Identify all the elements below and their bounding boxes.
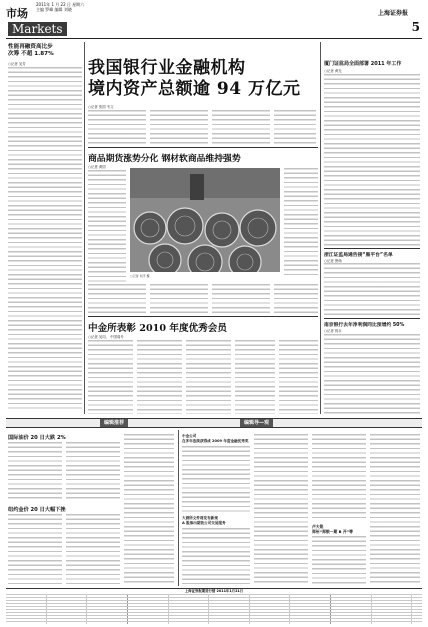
lead-body-col4	[274, 110, 316, 144]
right-lower-body	[324, 334, 420, 414]
center-lower-title: 中金所表彰 2010 年度优秀会员	[88, 323, 227, 334]
futures-quote-table	[6, 588, 422, 624]
left-article-title	[8, 44, 78, 58]
issue-date	[36, 2, 116, 12]
bottom-tab-guide: 编辑导—观	[240, 419, 273, 427]
section-rule	[88, 147, 318, 148]
bottom-mid-title-2-line1: 大商所文件将发布新规	[182, 516, 218, 520]
section-rule	[324, 318, 420, 319]
bottom-right-title-line2: 郑州“郑银一期 B 开”等	[312, 529, 353, 534]
center-lower-body-col2	[137, 340, 182, 414]
bottom-right-title-line1: 卢大铭	[312, 524, 324, 529]
header-rule	[6, 38, 422, 39]
bottom-section-band	[6, 418, 422, 428]
bottom-mid-body-1	[182, 446, 250, 512]
feature-body-col3	[150, 284, 208, 314]
right-lower-title: 南京银行去年净利润同比预增约 50%	[324, 323, 405, 328]
page-number: 5	[411, 20, 420, 34]
lead-body-col1	[88, 110, 146, 144]
lead-headline	[88, 58, 301, 100]
bottom-mid-title-2-line2: A 股推出期货公司交易服务	[182, 521, 226, 525]
left-article-title-line1: 性能再融资高比步	[8, 44, 53, 50]
feature-body-side	[284, 168, 318, 278]
bottom-right-body-2	[370, 434, 420, 584]
bottom-mid-body-4	[312, 434, 366, 520]
bottom-tab-recommend: 编辑推荐	[100, 419, 128, 427]
bottom-left-body-1a	[8, 442, 62, 502]
date-line: 2011年 1 月 22 日 星期六	[36, 2, 85, 7]
column-divider	[84, 42, 85, 414]
column-divider	[320, 42, 321, 414]
feature-body-col2	[88, 284, 146, 314]
bottom-left-body-2b	[66, 514, 120, 584]
left-article-body	[8, 67, 82, 412]
table-title: 上海证券报期货行情 2011年1月21日	[184, 589, 244, 593]
column-divider	[178, 430, 179, 586]
section-name	[6, 2, 28, 21]
right-top-title: 厦门证监局全面部署 2011 年工作	[324, 61, 402, 67]
lead-body-col3	[212, 110, 270, 144]
left-article-byline: ○记者 吴芳	[8, 62, 26, 66]
paper-name: 上海证券报	[377, 10, 408, 17]
bottom-left-body-1b	[66, 442, 120, 502]
section-label: 市场	[6, 7, 28, 20]
steel-coils-photo	[130, 168, 280, 272]
bottom-mid-body-2	[182, 528, 250, 584]
left-article-title-line2: 次筹 不超 1.87%	[8, 51, 54, 57]
editor-line: 主编 罗峰 编辑 刘晓	[36, 7, 72, 12]
bottom-right-title	[312, 524, 372, 534]
bottom-mid-title-1	[182, 434, 250, 444]
feature-byline: ○记者 黄国	[88, 165, 106, 169]
right-mid-body	[324, 263, 420, 315]
section-rule	[88, 316, 318, 317]
feature-body-col1	[88, 170, 126, 282]
center-lower-body-col5	[279, 340, 318, 414]
bottom-mid-title-2	[182, 516, 250, 526]
center-lower-byline: ○记者 吴同、 中国周号	[88, 335, 124, 339]
feature-title: 商品期货涨势分化 钢材软商品维持强势	[88, 154, 241, 164]
bottom-left-title-2: 纽约金价 20 日大幅下挫	[8, 507, 66, 513]
center-lower-body-col1	[88, 340, 133, 414]
bottom-mid-title-1-line2: 在多年连续获得成 2009 年度金融优秀奖	[182, 439, 249, 443]
right-mid-title: 浙江证监局通告接“黑平台”名单	[324, 253, 393, 258]
section-rule	[324, 248, 420, 249]
lead-byline: ○记者 张国 韦文	[88, 105, 114, 109]
bottom-left-body-2a	[8, 514, 62, 584]
right-top-byline: ○记者 黄光	[324, 69, 342, 73]
right-top-body	[324, 74, 420, 246]
lead-headline-line2: 境内资产总额逾 94 万亿元	[88, 79, 301, 99]
lead-headline-line1: 我国银行业金融机构	[88, 58, 246, 78]
bottom-left-body-3	[124, 434, 174, 584]
lead-body-col2	[150, 110, 208, 144]
bottom-right-body-1	[312, 536, 366, 584]
right-mid-byline: ○记者 鲁萌	[324, 259, 342, 263]
markets-label: Markets	[8, 22, 67, 36]
feature-body-col5	[274, 284, 318, 314]
feature-body-col4	[212, 284, 270, 314]
bottom-left-title-1: 国际油价 20 日大跌 2%	[8, 435, 66, 441]
center-lower-body-col3	[186, 340, 231, 414]
bottom-mid-body-3	[254, 434, 308, 584]
bottom-mid-title-1-line1: 中金公司	[182, 434, 197, 438]
right-lower-byline: ○记者 郭永	[324, 329, 342, 333]
photo-caption: ○记者 刘平 摄	[130, 274, 150, 278]
center-lower-body-col4	[235, 340, 275, 414]
page-header	[0, 0, 428, 40]
table-grid	[6, 594, 422, 624]
